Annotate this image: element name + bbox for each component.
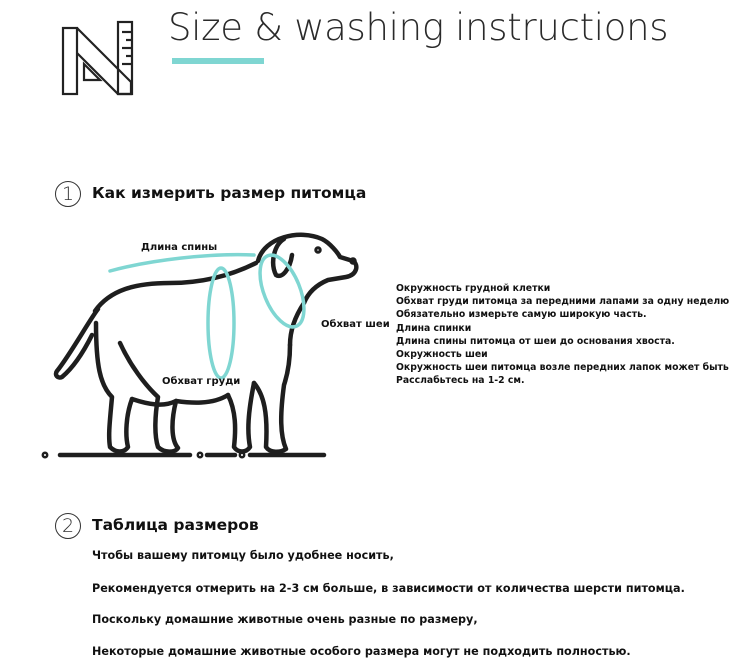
instruction-line: Окружность шеи — [396, 349, 488, 361]
instruction-line: Длина спины питомца от шеи до основания хвоста. — [396, 335, 675, 347]
section-number-badge: 2 — [55, 513, 81, 539]
section-number-badge: 1 — [55, 181, 81, 207]
instruction-line: Окружность грудной клетки — [396, 283, 551, 294]
size-note-line: Поскольку домашние животные очень разные по размеру, — [92, 613, 478, 626]
neck-girth-label: Обхват шеи — [321, 319, 390, 330]
back-length-label: Длина спины — [141, 242, 218, 253]
instruction-line: Расслабьтесь на 1-2 см. — [396, 375, 525, 387]
page-title: Size & washing instructions — [168, 6, 669, 49]
chest-girth-label: Обхват груди — [162, 376, 241, 387]
size-note-line: Рекомендуется отмерить на 2-3 см больше, в зависимости от количества шерсти питомца. — [92, 582, 685, 595]
size-note-line: Чтобы вашему питомцу было удобнее носить, — [92, 549, 394, 562]
set-square-ruler-icon — [60, 20, 136, 96]
instruction-line: Длина спинки — [396, 322, 472, 334]
instruction-line: Окружность шеи питомца возле передних лапок может быть — [396, 362, 729, 374]
measurement-instructions — [396, 282, 741, 388]
section-heading: Таблица размеров — [92, 516, 259, 534]
section-heading: Как измерить размер питомца — [92, 184, 367, 202]
title-underline — [172, 58, 264, 64]
size-note-line: Некоторые домашние животные особого размера могут не подходить полностью. — [92, 645, 631, 658]
instruction-line: Обхват груди питомца за передними лапами за одну неделю — [396, 296, 730, 308]
instruction-line: Обязательно измерьте самую широкую часть. — [396, 309, 647, 321]
